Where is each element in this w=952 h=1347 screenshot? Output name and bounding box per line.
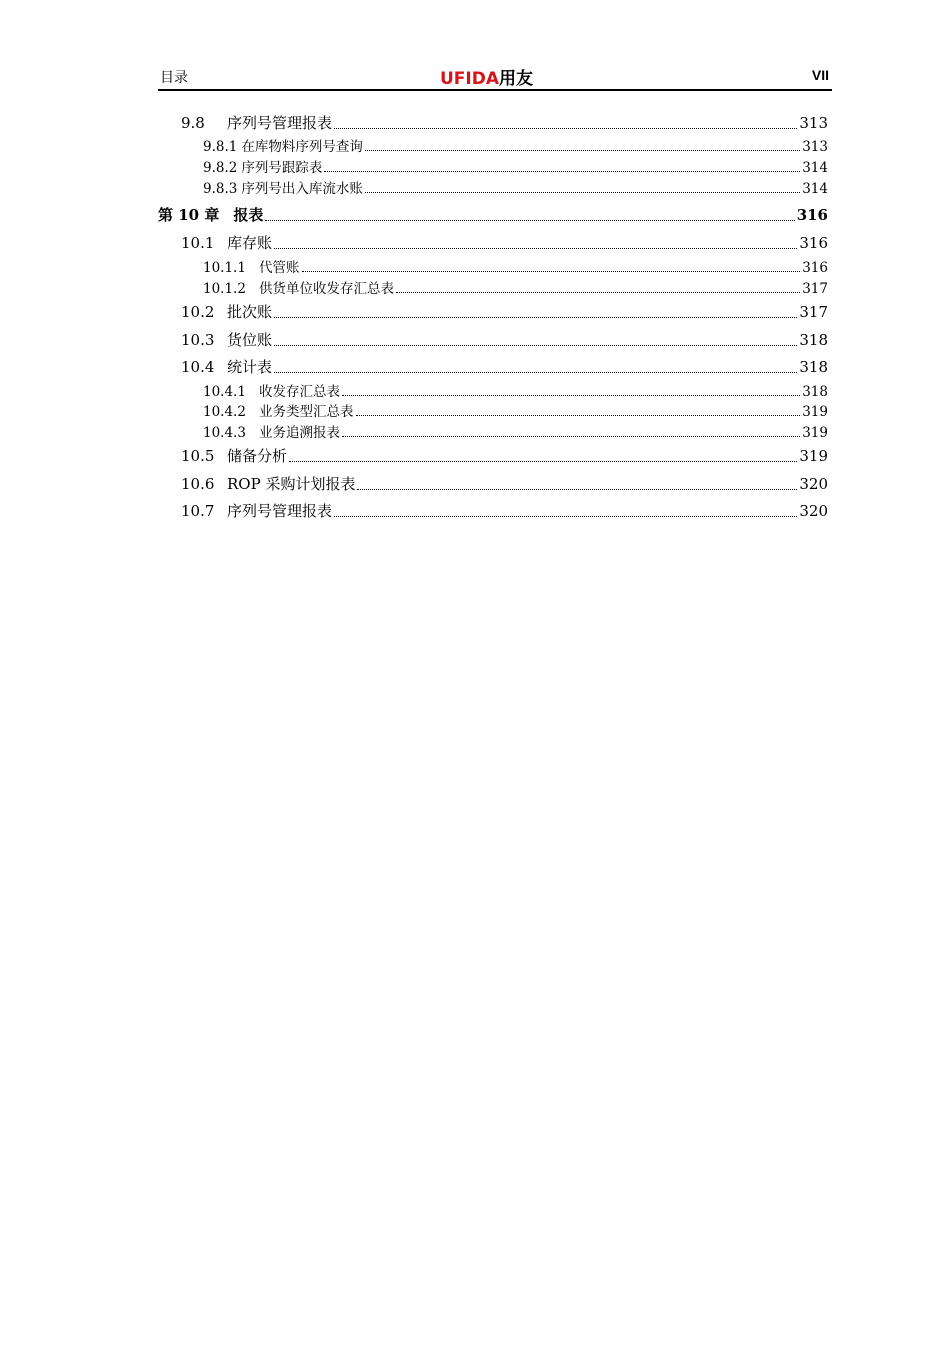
toc-entry-page: 317 bbox=[799, 303, 828, 321]
toc-entry-number: 10.7 bbox=[181, 502, 215, 520]
toc-entry[interactable] bbox=[203, 177, 828, 197]
dot-leader bbox=[356, 414, 801, 416]
dot-leader bbox=[265, 219, 794, 221]
toc-entry[interactable] bbox=[181, 112, 828, 133]
toc-entry-page: 316 bbox=[802, 260, 828, 276]
toc-entry-title bbox=[203, 177, 363, 197]
toc-entry-page: 319 bbox=[802, 404, 828, 420]
toc-entry-label: 报表 bbox=[233, 206, 264, 224]
toc-entry-title bbox=[181, 232, 272, 253]
toc-entry-label: 统计表 bbox=[227, 358, 273, 376]
toc-entry-number: 10.4 bbox=[181, 358, 215, 376]
toc-entry-title bbox=[181, 500, 332, 521]
logo-brand-text: UFIDA bbox=[440, 69, 500, 89]
toc-entry-label: 库存账 bbox=[227, 234, 273, 252]
toc-entry[interactable] bbox=[181, 329, 828, 350]
toc-entry-title bbox=[181, 329, 272, 350]
toc-entry-page: 314 bbox=[802, 160, 828, 176]
toc-entry[interactable] bbox=[181, 500, 828, 521]
dot-leader bbox=[324, 170, 800, 172]
toc-entry-title bbox=[203, 256, 300, 276]
toc-entry-label: 储备分析 bbox=[227, 447, 288, 465]
toc-entry-number: 10.6 bbox=[181, 475, 215, 493]
toc-entry-number: 10.4.3 bbox=[203, 425, 246, 441]
toc-entry-title bbox=[181, 301, 272, 322]
toc-entry-label: 在库物料序列号查询 bbox=[241, 139, 363, 155]
toc-entry-label: 收发存汇总表 bbox=[259, 384, 340, 400]
dot-leader bbox=[357, 488, 797, 490]
toc-entry-page: 316 bbox=[796, 206, 828, 224]
toc-entry-number: 9.8.2 bbox=[203, 160, 238, 176]
dot-leader bbox=[302, 270, 801, 272]
toc-entry-number: 第 10 章 bbox=[158, 206, 220, 224]
dot-leader bbox=[334, 515, 797, 517]
toc-entry[interactable] bbox=[181, 356, 828, 377]
dot-leader bbox=[274, 371, 797, 373]
toc-entry-label: 序列号管理报表 bbox=[227, 114, 333, 132]
toc-entry-label: 序列号管理报表 bbox=[227, 502, 333, 520]
toc-entry-number: 10.1.1 bbox=[203, 260, 246, 276]
toc-entry-page: 313 bbox=[802, 139, 828, 155]
dot-leader bbox=[274, 316, 797, 318]
toc-entry-title bbox=[181, 356, 272, 377]
dot-leader bbox=[396, 291, 800, 293]
dot-leader bbox=[365, 149, 800, 151]
toc-entry-page: 319 bbox=[799, 447, 828, 465]
toc-entry-number: 10.4.2 bbox=[203, 404, 246, 420]
page-number: VII bbox=[811, 67, 829, 83]
toc-entry-page: 317 bbox=[802, 281, 828, 297]
dot-leader bbox=[334, 127, 797, 129]
toc-entry[interactable] bbox=[203, 256, 828, 276]
toc-entry-title bbox=[181, 473, 355, 494]
toc-entry-title bbox=[203, 156, 322, 176]
toc-entry[interactable] bbox=[158, 204, 828, 225]
toc-entry-title bbox=[203, 277, 394, 297]
toc-entry-page: 320 bbox=[799, 502, 828, 520]
toc-entry-number: 10.4.1 bbox=[203, 384, 246, 400]
toc-entry[interactable] bbox=[181, 301, 828, 322]
dot-leader bbox=[342, 435, 800, 437]
toc-entry-number: 10.5 bbox=[181, 447, 215, 465]
toc-entry-title bbox=[158, 204, 263, 225]
toc-entry-title bbox=[181, 445, 287, 466]
toc-entry-title bbox=[203, 400, 354, 420]
toc-entry-number: 10.1 bbox=[181, 234, 215, 252]
toc-entry-page: 318 bbox=[799, 358, 828, 376]
toc-entry[interactable] bbox=[203, 277, 828, 297]
toc-entry-label: 序列号出入库流水账 bbox=[241, 181, 363, 197]
logo-cn-text: 用友 bbox=[499, 69, 534, 89]
dot-leader bbox=[289, 460, 797, 462]
toc-entry-number: 10.3 bbox=[181, 331, 215, 349]
toc-entry-number: 9.8 bbox=[181, 114, 205, 132]
dot-leader bbox=[342, 394, 800, 396]
ufida-logo bbox=[440, 64, 533, 89]
toc-entry-label: 业务类型汇总表 bbox=[259, 404, 354, 420]
toc-entry-label: 序列号跟踪表 bbox=[241, 160, 323, 176]
toc-entry-number: 9.8.1 bbox=[203, 139, 238, 155]
toc-entry-number: 10.1.2 bbox=[203, 281, 246, 297]
toc-entry-label: 供货单位收发存汇总表 bbox=[259, 281, 394, 297]
toc-entry-title bbox=[203, 380, 340, 400]
toc-entry-label: 货位账 bbox=[227, 331, 273, 349]
toc-entry-page: 319 bbox=[802, 425, 828, 441]
toc-entry-number: 10.2 bbox=[181, 303, 215, 321]
toc-entry-page: 314 bbox=[802, 181, 828, 197]
toc-entry[interactable] bbox=[203, 156, 828, 176]
toc-entry-label: 业务追溯报表 bbox=[259, 425, 340, 441]
toc-entry-title bbox=[203, 135, 363, 155]
toc-entry-page: 320 bbox=[799, 475, 828, 493]
toc-entry-page: 318 bbox=[799, 331, 828, 349]
toc-entry[interactable] bbox=[203, 380, 828, 400]
toc-entry-label: 代管账 bbox=[259, 260, 300, 276]
header-section-title: 目录 bbox=[160, 70, 188, 86]
page-header bbox=[158, 62, 832, 91]
toc-entry-label: ROP 采购计划报表 bbox=[227, 475, 356, 493]
toc-entry[interactable] bbox=[203, 135, 828, 155]
toc-entry-page: 318 bbox=[802, 384, 828, 400]
dot-leader bbox=[274, 344, 797, 346]
toc-entry-number: 9.8.3 bbox=[203, 181, 238, 197]
toc-entry[interactable] bbox=[181, 232, 828, 253]
dot-leader bbox=[365, 191, 800, 193]
toc-entry-label: 批次账 bbox=[227, 303, 273, 321]
toc-entry-page: 313 bbox=[799, 114, 828, 132]
dot-leader bbox=[274, 247, 797, 249]
toc-entry-page: 316 bbox=[799, 234, 828, 252]
toc-entry-title bbox=[203, 421, 340, 441]
toc-entry[interactable] bbox=[203, 421, 828, 441]
toc-entry-title bbox=[181, 112, 332, 133]
toc-entry[interactable] bbox=[181, 445, 828, 466]
toc-entry[interactable] bbox=[203, 400, 828, 420]
toc-entry[interactable] bbox=[181, 473, 828, 494]
